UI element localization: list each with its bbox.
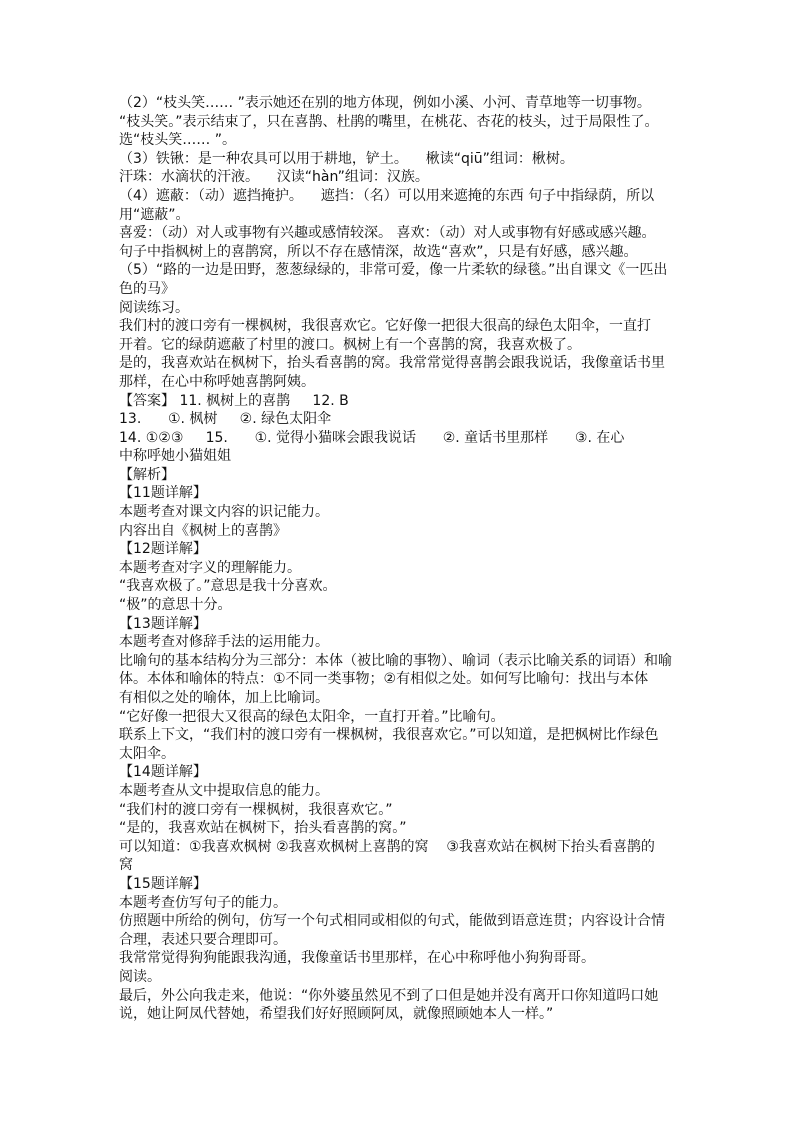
text-line: 句子中指枫树上的喜鹊窝，所以不存在感情深，故选“喜欢”，只是有好感，感兴趣。: [119, 243, 638, 260]
text-line: “我们村的渡口旁有一棵枫树，我很喜欢它。”: [119, 801, 393, 818]
text-line: 本题考查对课文内容的识记能力。: [119, 504, 329, 521]
text-line: 窝: [119, 857, 133, 874]
text-line: 用“遮蔽”。: [119, 206, 190, 223]
text-line: 【12题详解】: [119, 541, 207, 558]
text-line: 说，她让阿凤代替她，希望我们好好照顾阿凤，就像照顾她本人一样。”: [119, 1006, 554, 1023]
text-line: 汗珠：水滴状的汗液。 汉读“hàn”组词：汉族。: [119, 169, 429, 186]
text-line: （4）遮蔽：（动）遮挡掩护。 遮挡：（名）可以用来遮掩的东西 句子中指绿荫，所以: [119, 187, 655, 204]
text-line: 中称呼她小猫姐姐: [119, 448, 231, 465]
text-line: （5）“路的一边是田野，葱葱绿绿的，非常可爱，像一片柔软的绿毯。”出自课文《一匹出: [119, 262, 668, 279]
text-line: 13. ①. 枫树 ②. 绿色太阳伞: [119, 411, 332, 428]
text-line: 联系上下文，“我们村的渡口旁有一棵枫树，我很喜欢它。”可以知道，是把枫树比作绿色: [119, 727, 659, 744]
text-line: 【13题详解】: [119, 615, 207, 632]
text-line: 14. ①②③ 15. ①. 觉得小猫咪会跟我说话 ②. 童话书里那样 ③. 在心: [119, 429, 625, 446]
text-line: （3）铁锹：是一种农具可以用于耕地，铲土。 楸读“qiū”组词：楸树。: [119, 150, 574, 167]
text-line: 【15题详解】: [119, 875, 207, 892]
text-line: 【解析】: [119, 466, 175, 483]
text-line: 那样，在心中称呼她喜鹊阿姨。: [119, 373, 315, 390]
text-line: 我们村的渡口旁有一棵枫树，我很喜欢它。它好像一把很大很高的绿色太阳伞，一直打: [119, 318, 651, 335]
text-line: “极”的意思十分。: [119, 597, 232, 614]
text-line: 有相似之处的喻体，加上比喻词。: [119, 690, 329, 706]
text-line: 可以知道：①我喜欢枫树 ②我喜欢枫树上喜鹊的窝 ③我喜欢站在枫树下抬头看喜鹊的: [119, 838, 655, 855]
text-line: 【14题详解】: [119, 764, 207, 781]
text-line: 太阳伞。: [119, 745, 175, 762]
text-line: 最后，外公向我走来，他说：“你外婆虽然见不到了口但是她并没有离开口你知道吗口她: [119, 987, 659, 1004]
text-line: （2）“枝头笑…… ”表示她还在别的地方体现，例如小溪、小河、青草地等一切事物。: [119, 95, 651, 111]
text-line: 仿照题中所给的例句，仿写一个句式相同或相似的句式，能做到语意连贯；内容设计合情: [119, 913, 665, 930]
text-line: 色的马》: [119, 280, 175, 297]
text-line: 阅读练习。: [119, 299, 189, 316]
text-line: 我常常觉得狗狗能跟我沟通，我像童话书里那样，在心中称呼他小狗狗哥哥。: [119, 950, 595, 967]
text-line: “枝头笑。”表示结束了，只在喜鹊、杜鹃的嘴里，在桃花、杏花的枝头，过于局限性了。: [119, 113, 659, 130]
text-line: “是的，我喜欢站在枫树下，抬头看喜鹊的窝。”: [119, 820, 407, 837]
text-line: 本题考查从文中提取信息的能力。: [119, 782, 329, 799]
text-line: 本题考查仿写句子的能力。: [119, 894, 287, 911]
text-line: 内容出自《枫树上的喜鹊》: [119, 522, 287, 539]
text-line: 【答案】 11. 枫树上的喜鹊 12. B: [119, 392, 349, 409]
text-line: 阅读。: [119, 968, 161, 985]
text-line: 是的，我喜欢站在枫树下，抬头看喜鹊的窝。我常常觉得喜鹊会跟我说话，我像童话书里: [119, 355, 665, 372]
text-line: 比喻句的基本结构分为三部分：本体（被比喻的事物）、喻词（表示比喻关系的词语）和喻: [119, 652, 672, 669]
text-line: 选“枝头笑…… ”。: [119, 132, 236, 149]
text-line: 本题考查对修辞手法的运用能力。: [119, 634, 329, 651]
text-line: 体。本体和喻体的特点：①不同一类事物；②有相似之处。如何写比喻句：找出与本体: [119, 671, 649, 688]
text-line: 开着。它的绿荫遮蔽了村里的渡口。枫树上有一个喜鹊的窝，我喜欢极了。: [119, 336, 581, 353]
text-line: 【11题详解】: [119, 485, 207, 502]
document-page: [119, 94, 679, 1024]
text-line: 喜爱：（动）对人或事物有兴趣或感情较深。 喜欢：（动）对人或事物有好感或感兴趣。: [119, 225, 656, 242]
text-line: “它好像一把很大又很高的绿色太阳伞，一直打开着。”比喻句。: [119, 708, 505, 725]
text-line: 合理，表述只要合理即可。: [119, 931, 287, 948]
text-line: 本题考查对字义的理解能力。: [119, 559, 301, 576]
text-line: “我喜欢极了。”意思是我十分喜欢。: [119, 578, 337, 595]
